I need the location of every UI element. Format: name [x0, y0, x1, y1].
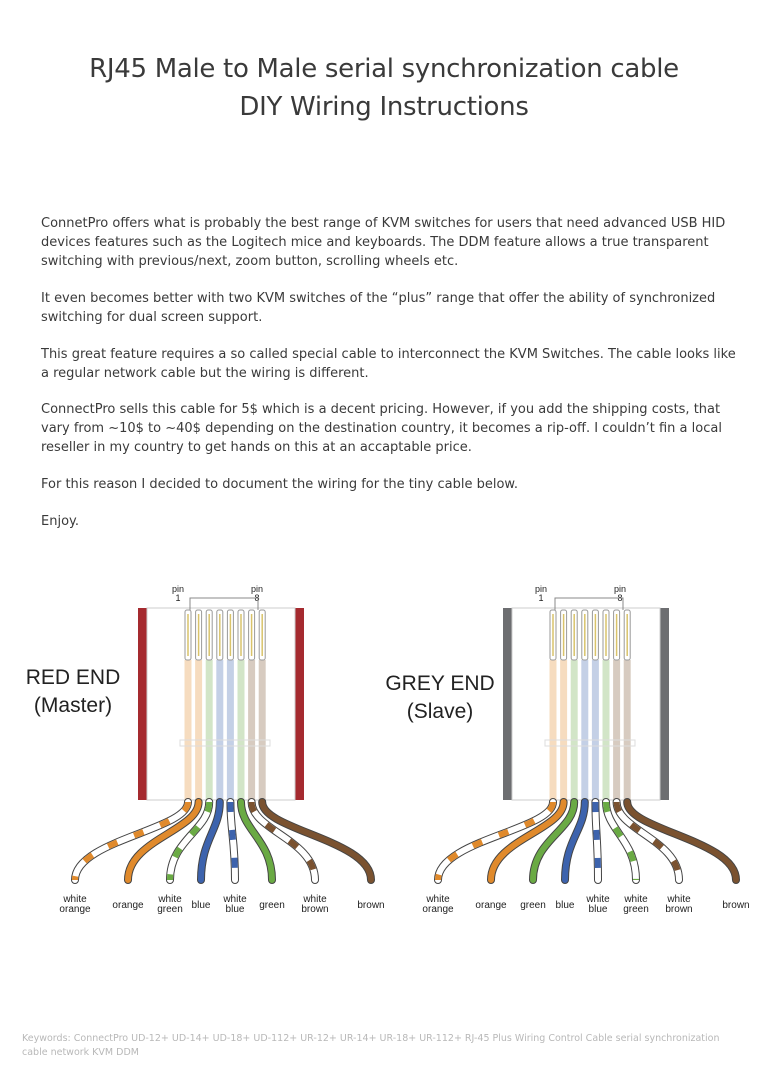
grey-end-title: GREY END — [385, 672, 495, 695]
grey-end-role: (Slave) — [406, 700, 474, 723]
red-pin1-label: pin 1 — [171, 584, 185, 603]
red-wire-label-3: white green — [157, 894, 183, 915]
red-inner-wire-3 — [206, 660, 213, 802]
grey-wire-label-8: brown — [722, 900, 750, 911]
grey-wire-label-2: orange — [475, 900, 507, 911]
grey-inner-wire-7 — [613, 660, 620, 802]
red-inner-wire-8 — [259, 660, 266, 802]
red-wire-label-4: blue — [191, 900, 211, 911]
reason-paragraph: For this reason I decided to document the wiring for the tiny cable below. — [41, 477, 518, 492]
plus-range-paragraph: It even becomes better with two KVM switches of the “plus” range that offer the ability of synchronized switching for dual screen support. — [41, 291, 716, 325]
grey-inner-wire-8 — [624, 660, 631, 802]
red-wire-label-8: brown — [357, 900, 385, 911]
red-end-role: (Master) — [33, 694, 113, 717]
document-subtitle: DIY Wiring Instructions — [239, 92, 529, 122]
grey-wire-label-5: white blue — [586, 894, 610, 915]
red-pin8-label: pin 8 — [250, 584, 264, 603]
grey-pin1-label: pin 1 — [534, 584, 548, 603]
grey-wire-label-7: white brown — [665, 894, 693, 915]
pricing-paragraph: ConnectPro sells this cable for 5$ which is a decent pricing. However, if you add the shipping costs, that vary from ~10$ to ~40$ depending on the destination country, it becomes a rip-off. I couldn’t fin a local reseller in my country to get hands on this at an accaptable price. — [41, 402, 722, 455]
grey-inner-wire-5 — [592, 660, 599, 802]
red-inner-wire-4 — [216, 660, 223, 802]
grey-inner-wire-6 — [603, 660, 610, 802]
intro-paragraph: ConnetPro offers what is probably the best range of KVM switches for users that need advanced USB HID devices features such as the Logitech mice and keyboards. The DDM feature allows a true transparent switching with previous/next, zoom button, scrolling wheels etc. — [41, 216, 726, 269]
grey-inner-wire-1 — [550, 660, 557, 802]
red-wire-label-2: orange — [112, 900, 144, 911]
red-inner-wire-2 — [195, 660, 202, 802]
connector-diagrams — [0, 590, 768, 930]
grey-inner-wire-2 — [560, 660, 567, 802]
grey-inner-wire-4 — [581, 660, 588, 802]
red-wire-label-5: white blue — [223, 894, 247, 915]
grey-wire-label-1: white orange — [422, 894, 454, 915]
red-inner-wire-6 — [238, 660, 245, 802]
keywords: Keywords: ConnectPro UD-12+ UD-14+ UD-18+ UD-112+ UR-12+ UR-14+ UR-18+ UR-112+ RJ-45 Plus Wiring Control Cable serial synchronization cable network KVM DDM — [22, 1033, 720, 1058]
document-title: RJ45 Male to Male serial synchronization cable — [89, 54, 679, 84]
grey-housing-right — [660, 608, 669, 800]
red-housing-right — [295, 608, 304, 800]
grey-housing-left — [503, 608, 512, 800]
red-inner-wire-1 — [185, 660, 192, 802]
red-wire-label-6: green — [259, 900, 285, 911]
grey-wire-label-3: green — [520, 900, 546, 911]
grey-pin8-label: pin 8 — [613, 584, 627, 603]
grey-wire-brown — [627, 802, 736, 880]
red-housing-left — [138, 608, 147, 800]
grey-wire-outline-8 — [627, 802, 736, 880]
grey-wire-label-4: blue — [555, 900, 575, 911]
grey-inner-wire-3 — [571, 660, 578, 802]
red-wire-label-1: white orange — [59, 894, 91, 915]
enjoy-paragraph: Enjoy. — [41, 514, 79, 529]
red-inner-wire-5 — [227, 660, 234, 802]
grey-wire-label-6: white green — [623, 894, 649, 915]
red-inner-wire-7 — [248, 660, 255, 802]
special-cable-paragraph: This great feature requires a so called special cable to interconnect the KVM Switches. The cable looks like a regular network cable but the wiring is different. — [41, 347, 736, 381]
red-wire-label-7: white brown — [301, 894, 329, 915]
grey-wire-white-blue — [595, 802, 598, 880]
red-end-title: RED END — [25, 666, 121, 689]
